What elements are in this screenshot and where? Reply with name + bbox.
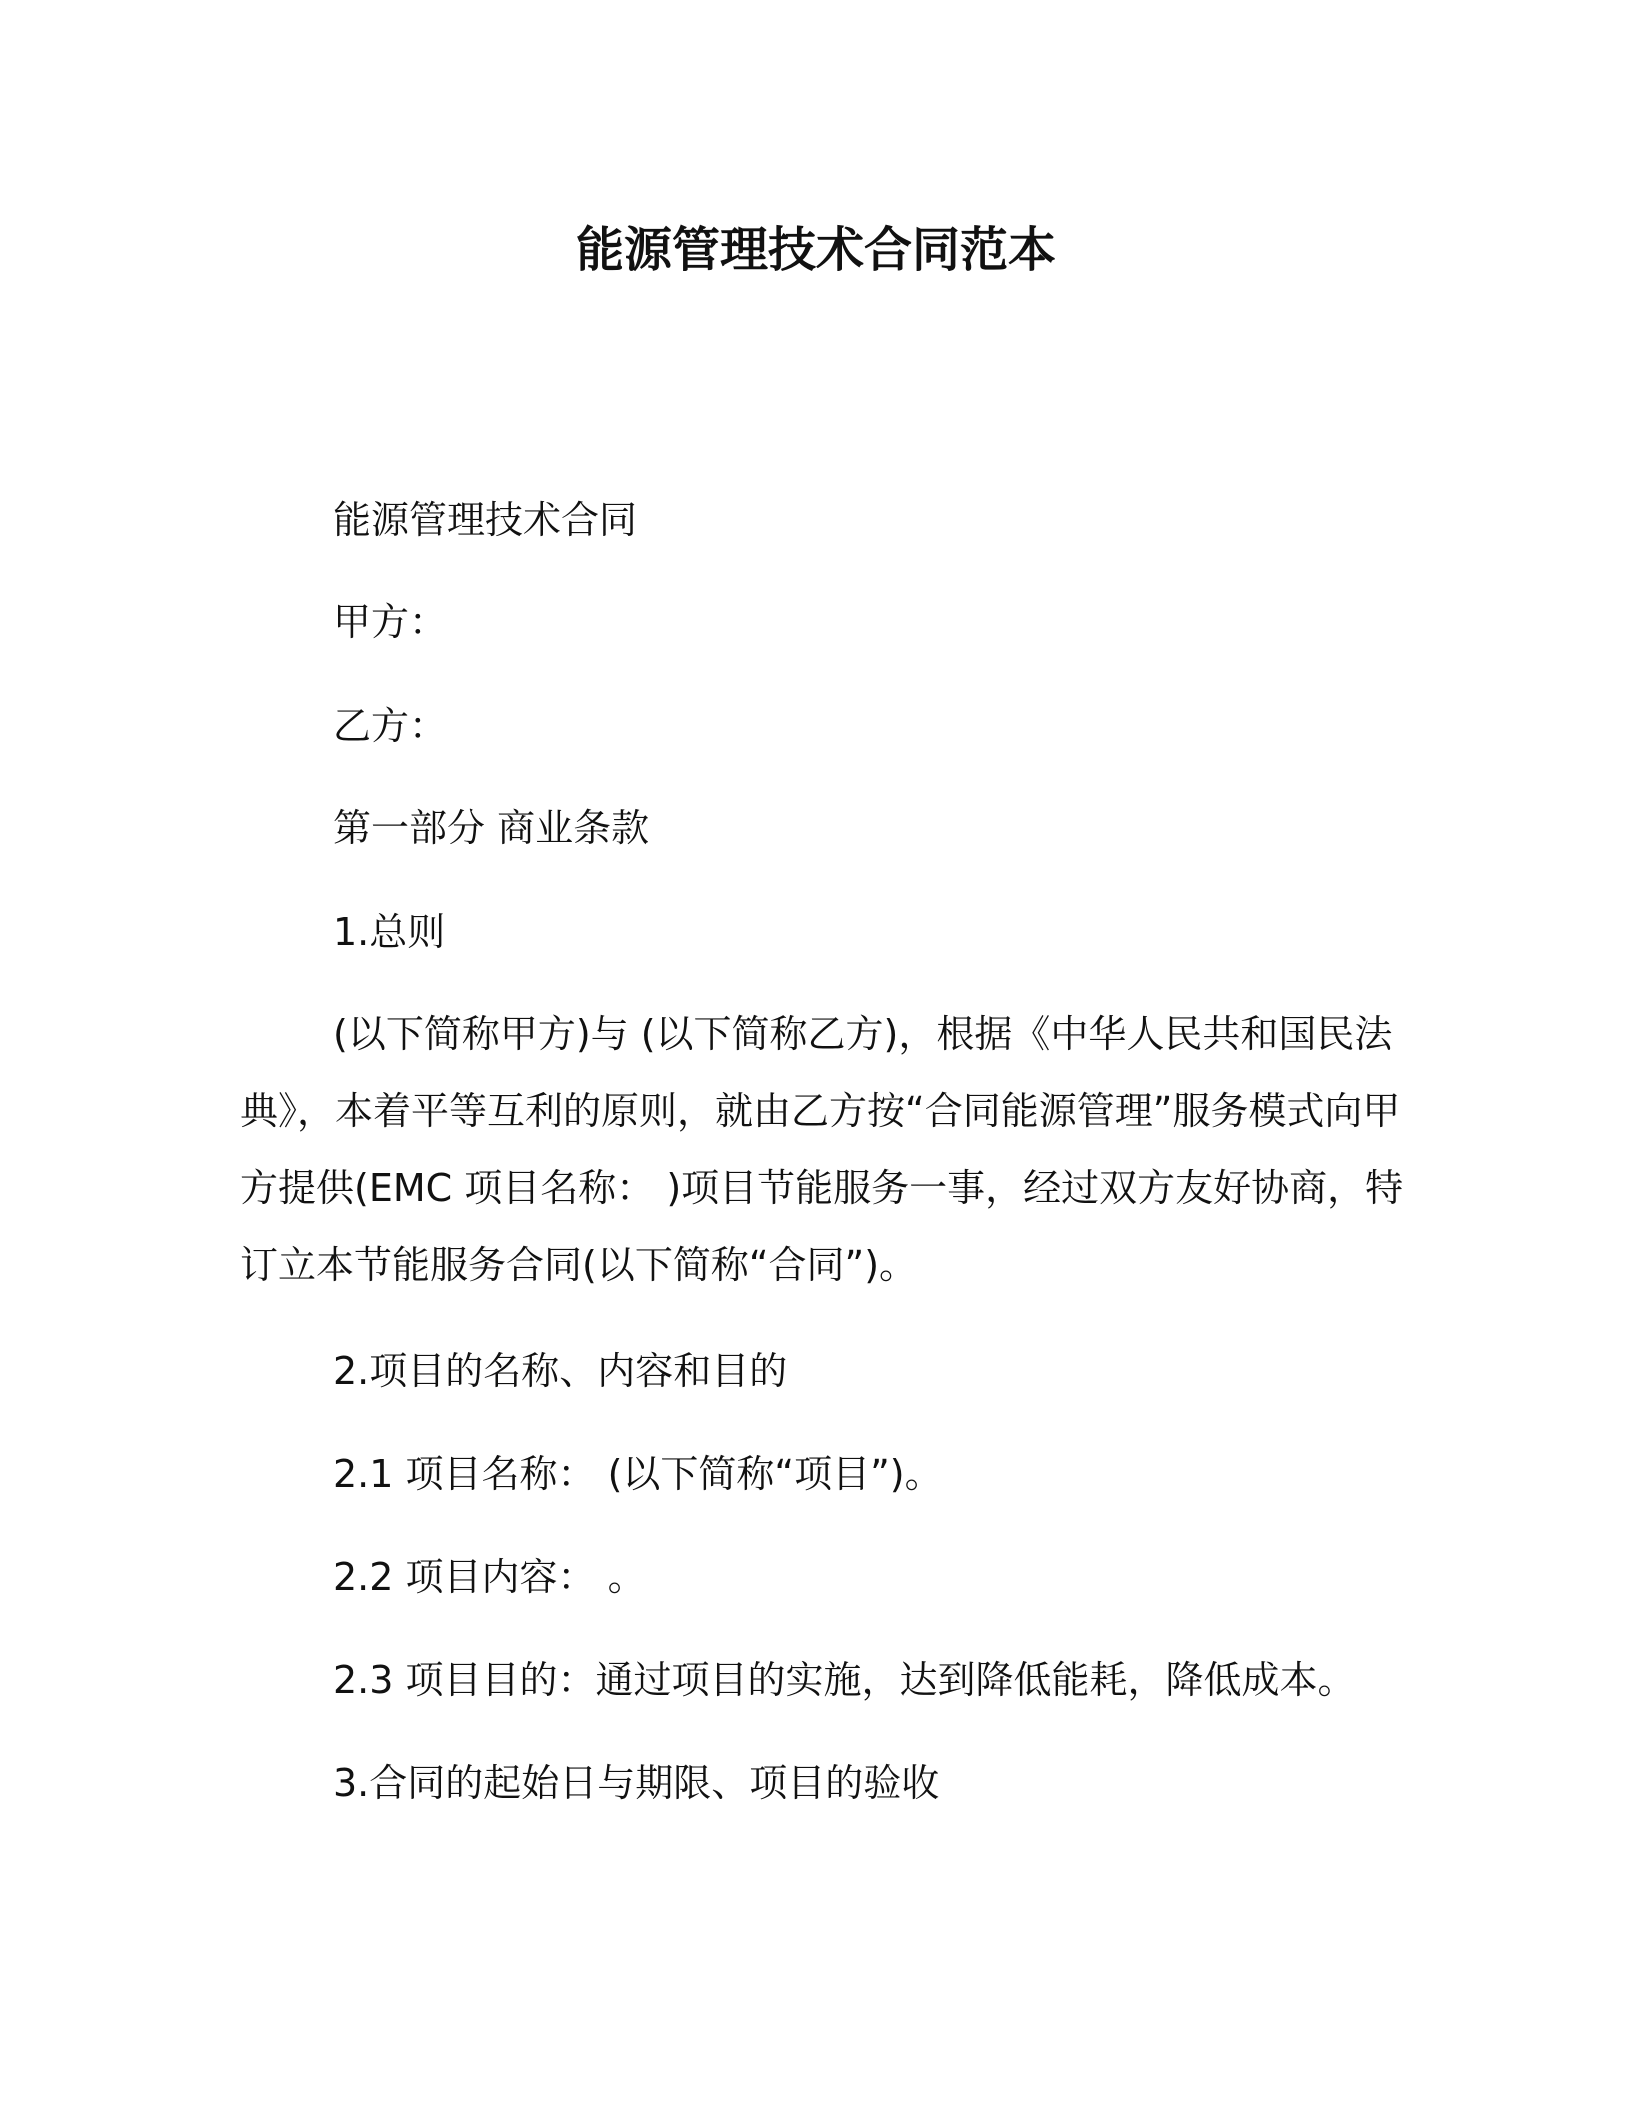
section-2-heading: 2.项目的名称、内容和目的	[333, 1349, 788, 1393]
section-2-3: 2.3 项目目的：通过项目的实施，达到降低能耗，降低成本。	[333, 1658, 1356, 1702]
section-2-1: 2.1 项目名称： (以下简称“项目”)。	[333, 1452, 943, 1496]
section-1-heading: 1.总则	[333, 910, 446, 954]
section-2-2: 2.2 项目内容： 。	[333, 1555, 646, 1599]
section-3-heading: 3.合同的起始日与期限、项目的验收	[333, 1761, 940, 1805]
contract-name: 能源管理技术合同	[333, 498, 638, 542]
party-b-label: 乙方：	[333, 704, 448, 748]
section-1-body: (以下简称甲方)与 (以下简称乙方)，根据《中华人民共和国民法典》，本着平等互利的原则，就由乙方按“合同能源管理”服务模式向甲方提供(EMC 项目名称： )项目节能服务一事，经过双方友好协商，特订立本节能服务合同(以下简称“合同”)。	[240, 1012, 1404, 1287]
part-one-heading: 第一部分 商业条款	[333, 806, 650, 850]
party-a-label: 甲方：	[333, 600, 448, 644]
document-title: 能源管理技术合同范本	[575, 222, 1056, 278]
